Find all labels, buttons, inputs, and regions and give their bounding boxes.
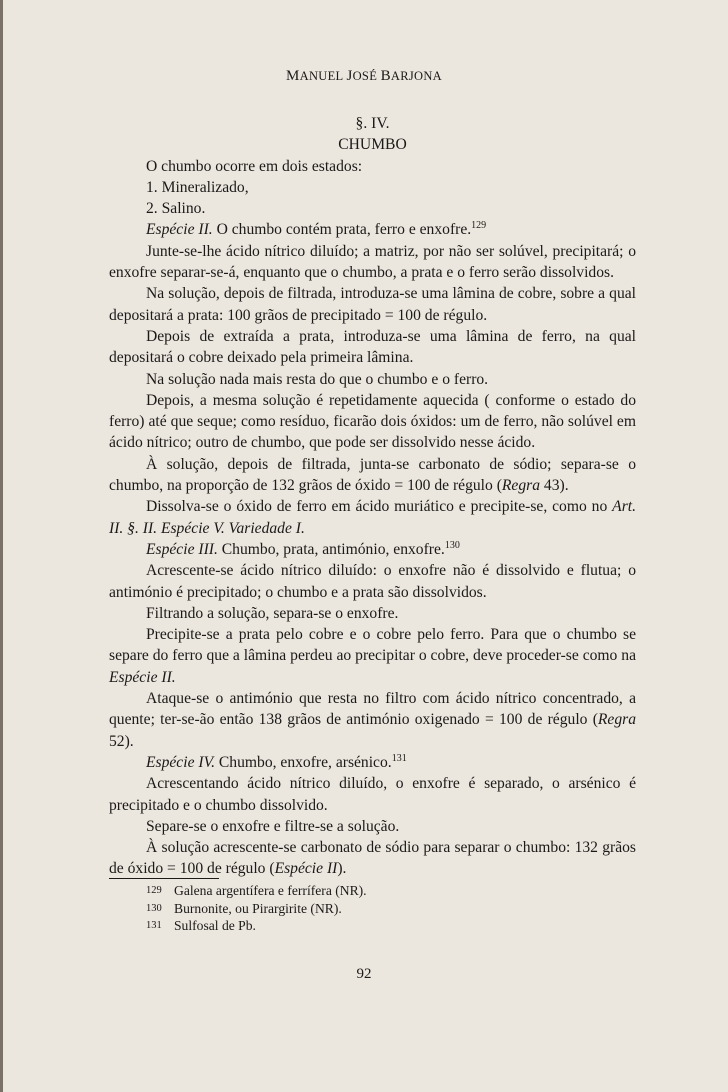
section-heading [109, 113, 636, 134]
page-number: 92 [356, 966, 372, 982]
footnote [146, 900, 626, 918]
text-run: Filtrando a solução, separa-se o enxofre. [146, 604, 399, 622]
italic-run: Espécie II. [109, 668, 176, 686]
text-run: Acrescente-se ácido nítrico diluído: o enxofre não é dissolvido e flutua; o antimónio é precipitado; o chumbo e a prata são dissolvidos. [109, 562, 636, 601]
footnote-number: 129 [146, 885, 162, 896]
paragraph [109, 326, 636, 369]
paragraph [109, 539, 636, 560]
footnote-text: Galena argentífera e ferrífera (NR). [174, 883, 367, 898]
footnote-text: Sulfosal de Pb. [174, 918, 256, 933]
page-spine-shadow [0, 0, 3, 1092]
paragraph [109, 603, 636, 624]
paragraph [109, 454, 636, 497]
paragraph [109, 496, 636, 539]
italic-run: Espécie II [274, 860, 338, 878]
running-head-part: B [380, 68, 391, 84]
paragraph [109, 837, 636, 880]
italic-run: Espécie III. [146, 540, 218, 558]
text-run: §. IV. [355, 115, 390, 132]
paragraph [109, 624, 636, 688]
text-run: Acrescentando ácido nítrico diluído, o enxofre é separado, o arsénico é precipitado e o chumbo dissolvido. [109, 775, 636, 814]
italic-run: Espécie IV. [146, 753, 215, 771]
italic-run: Art. II. §. II. Espécie V. Variedade I. [109, 498, 636, 537]
footnote-ref: 131 [391, 752, 407, 764]
paragraph [109, 219, 636, 240]
italic-run: Regra [597, 711, 636, 729]
paragraph [109, 283, 636, 326]
text-run: 1. Mineralizado, [146, 178, 249, 196]
running-head [0, 68, 728, 85]
running-head-part: ARJONA [390, 69, 442, 83]
footnote-rule [109, 878, 219, 879]
footnotes [146, 882, 626, 935]
text-run: O chumbo ocorre em dois estados: [146, 157, 363, 175]
paragraph [109, 390, 636, 454]
section-heading [109, 134, 636, 155]
footnote-ref: 129 [471, 220, 487, 232]
paragraph [109, 177, 636, 198]
footnote-ref: 130 [444, 539, 460, 551]
text-run: À solução acrescente-se carbonato de sódio para separar o chumbo: 132 grãos de óxido = 100 de régulo ( [109, 839, 636, 878]
text-run: Separe-se o enxofre e filtre-se a solução. [146, 817, 400, 835]
text-run: 52). [109, 732, 134, 750]
body-text [109, 113, 636, 880]
text-run: Na solução nada mais resta do que o chumbo e o ferro. [146, 370, 489, 388]
text-run: Na solução, depois de filtrada, introduza-se uma lâmina de cobre, sobre a qual depositará a prata: 100 grãos de precipitado = 100 de régulo. [109, 285, 636, 324]
running-head-part: J [346, 68, 353, 84]
paragraph [109, 773, 636, 816]
text-run: Depois de extraída a prata, introduza-se uma lâmina de ferro, na qual depositará o cobre deixado pela primeira lâmina. [109, 327, 636, 367]
paragraph [109, 156, 636, 177]
text-run: Chumbo, prata, antimónio, enxofre. [217, 540, 445, 558]
text-run: Chumbo, enxofre, arsénico. [215, 753, 392, 771]
paragraph [109, 369, 636, 390]
footnote-number: 130 [146, 902, 162, 914]
footnote-text: Burnonite, ou Pirargirite (NR). [174, 900, 342, 916]
text-run: 43). [540, 477, 569, 495]
text-run: CHUMBO [338, 136, 407, 154]
text-run: Junte-se-lhe ácido nítrico diluído; a matriz, por não ser solúvel, precipitará; o enxofre separar-se-á, enquanto que o chumbo, a prata e o ferro serão dissolvidos. [109, 242, 636, 282]
running-head-part: ANUEL [299, 69, 347, 83]
running-head-part: M [286, 68, 300, 84]
text-run: ). [337, 860, 347, 878]
paragraph [109, 752, 636, 773]
italic-run: Regra [501, 477, 541, 495]
paragraph [109, 816, 636, 837]
footnote-number: 131 [146, 920, 162, 931]
text-run: 2. Salino. [146, 200, 206, 218]
paragraph [109, 688, 636, 752]
text-run: Depois, a mesma solução é repetidamente aquecida ( conforme o estado do ferro) até que seque; como resíduo, ficarão dois óxidos: um de ferro, não solúvel em ácido nítrico; outro de chumbo, que pode ser dissolvido nesse ácido. [109, 391, 636, 452]
text-run: À solução, depois de filtrada, junta-se carbonato de sódio; separa-se o chumbo, na proporção de 132 grãos de óxido = 100 de régulo ( [109, 455, 636, 495]
text-run: Dissolva-se o óxido de ferro em ácido muriático e precipite-se, como no [146, 498, 613, 516]
text-run: O chumbo contém prata, ferro e enxofre. [212, 221, 472, 239]
paragraph [109, 198, 636, 219]
footnote [146, 917, 626, 935]
paragraph [109, 241, 636, 284]
text-run: Precipite-se a prata pelo cobre e o cobre pelo ferro. Para que o chumbo se separe do ferro que a lâmina perdeu ao precipitar o cobre, deve proceder-se como na [109, 626, 636, 665]
running-head-part: OSÉ [352, 69, 381, 83]
paragraph [109, 560, 636, 603]
footnote [146, 882, 626, 900]
italic-run: Espécie II. [146, 221, 213, 239]
text-run: Ataque-se o antimónio que resta no filtro com ácido nítrico concentrado, a quente; ter-se-ão então 138 grãos de antimónio oxigenado = 100 de régulo ( [109, 690, 636, 729]
